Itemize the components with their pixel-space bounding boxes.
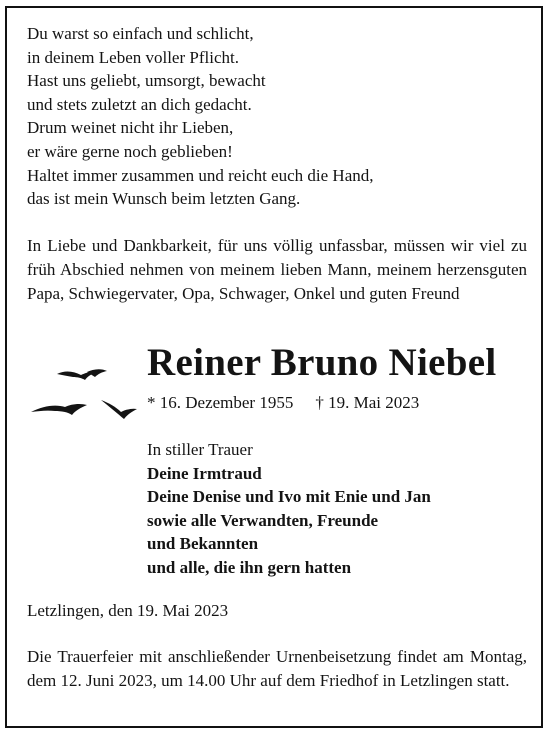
mourner-line: und alle, die ihn gern hatten <box>147 557 352 577</box>
poem-line: Haltet immer zusammen und reicht euch die Hand, <box>27 165 374 185</box>
death-date: † 19. Mai 2023 <box>315 393 420 412</box>
place-date: Letzlingen, den 19. Mai 2023 <box>27 601 229 620</box>
poem-line: und stets zuletzt an dich gedacht. <box>27 94 252 114</box>
mourner-line: und Bekannten <box>147 534 259 554</box>
obituary-card <box>5 6 543 728</box>
poem-line: in deinem Leben voller Pflicht. <box>27 47 239 67</box>
poem-line: er wäre gerne noch geblieben! <box>27 141 233 161</box>
mourner-line: sowie alle Verwandten, Freunde <box>147 510 379 530</box>
intro-text: In Liebe und Dankbarkeit, für uns völlig unfassbar, müssen wir viel zu früh Abschied nehmen von meinem lieben Mann, meinem herzensguten Papa, Schwiegervater, Opa, Schwager, Onkel und guten Freund <box>27 236 527 304</box>
mourner-line: Deine Denise und Ivo mit Enie und Jan <box>147 487 431 507</box>
mourner-line: Deine Irmtraud <box>147 463 262 483</box>
flying-birds-icon <box>25 362 145 422</box>
life-dates <box>147 393 441 413</box>
mourners-block <box>147 438 431 580</box>
birth-date: * 16. Dezember 1955 <box>147 393 294 412</box>
poem <box>27 22 374 211</box>
poem-line: Du warst so einfach und schlicht, <box>27 24 254 43</box>
mourners-heading: In stiller Trauer <box>147 440 253 459</box>
deceased-name: Reiner Bruno Niebel <box>147 341 497 384</box>
poem-line: Drum weinet nicht ihr Lieben, <box>27 118 234 138</box>
poem-line: Hast uns geliebt, umsorgt, bewacht <box>27 71 266 91</box>
funeral-notice: Die Trauerfeier mit anschließender Urnenbeisetzung findet am Montag, dem 12. Juni 2023, um 14.00 Uhr auf dem Friedhof in Letzlingen statt. <box>27 647 527 690</box>
poem-line: das ist mein Wunsch beim letzten Gang. <box>27 189 301 209</box>
